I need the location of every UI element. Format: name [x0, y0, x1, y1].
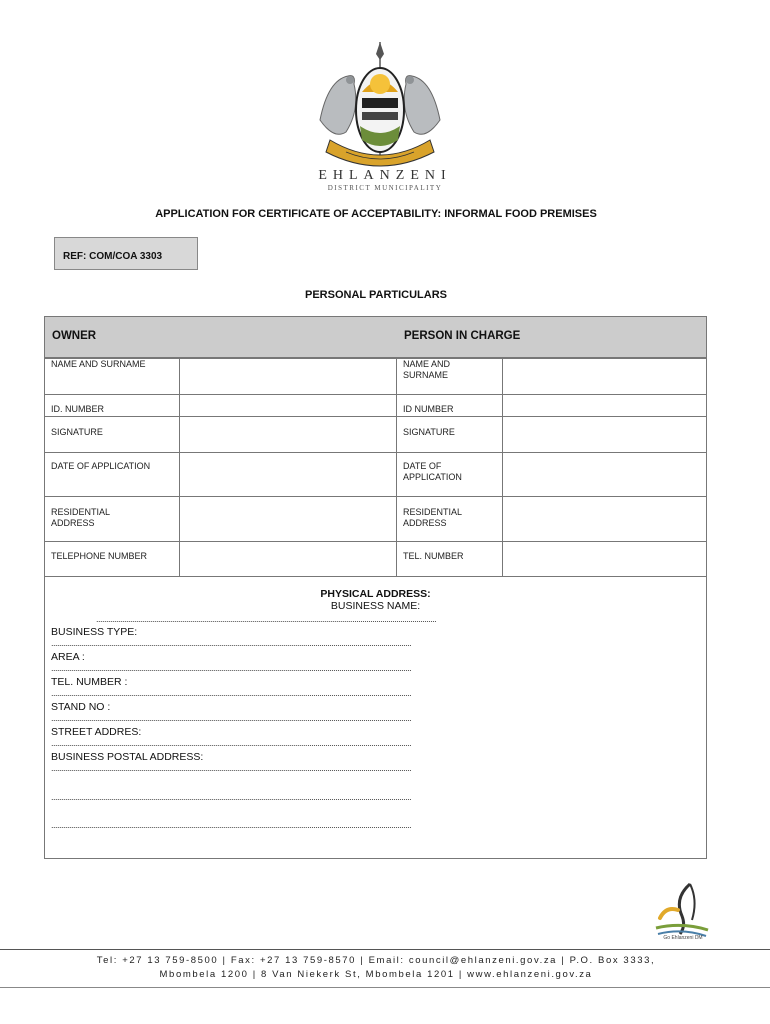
business-name-label: BUSINESS NAME:	[330, 600, 421, 612]
address-field-label: STREET ADDRES:	[51, 726, 142, 738]
address-field-label: AREA :	[51, 651, 85, 663]
physical-address-title: PHYSICAL ADDRESS:	[320, 588, 431, 600]
address-field-label: BUSINESS POSTAL ADDRESS:	[51, 751, 204, 763]
owner-input-cell[interactable]	[180, 453, 395, 496]
owner-field-label: DATE OF APPLICATION	[51, 461, 151, 471]
owner-input-cell[interactable]	[180, 359, 395, 394]
person-input-cell[interactable]	[503, 395, 706, 416]
person-field-label: TEL. NUMBER	[403, 551, 464, 561]
person-input-cell[interactable]	[503, 542, 706, 576]
owner-input-cell[interactable]	[180, 395, 395, 416]
business-name-field[interactable]: ..........................................................................................................................................................................	[96, 614, 437, 624]
footer-logo-icon	[652, 880, 712, 942]
person-input-cell[interactable]	[503, 417, 706, 452]
table-header-row	[44, 316, 707, 358]
address-field-input[interactable]: ....................................................................................................................................................................................	[51, 638, 412, 648]
person-input-cell[interactable]	[503, 497, 706, 541]
owner-field-label: SIGNATURE	[51, 427, 103, 437]
crest-logo	[300, 40, 460, 170]
postal-address-line[interactable]: ....................................................................................................................................................................................	[51, 792, 412, 802]
address-field-label: BUSINESS TYPE:	[51, 626, 138, 638]
person-field-label: DATE OF APPLICATION	[403, 461, 462, 482]
address-field-input[interactable]: ....................................................................................................................................................................................	[51, 763, 412, 773]
address-field-input[interactable]: ....................................................................................................................................................................................	[51, 688, 412, 698]
person-field-label: SIGNATURE	[403, 427, 455, 437]
row-divider	[44, 576, 707, 577]
owner-field-label: TELEPHONE NUMBER	[51, 551, 148, 561]
footer-contact-line1: Tel: +27 13 759-8500 | Fax: +27 13 759-8570 | Email: council@ehlanzeni.gov.za | P.O. Box 3333,	[96, 955, 656, 966]
person-field-label: RESIDENTIAL ADDRESS	[403, 507, 463, 528]
footer-divider	[0, 949, 770, 950]
document-title: APPLICATION FOR CERTIFICATE OF ACCEPTABILITY: INFORMAL FOOD PREMISES	[155, 208, 597, 220]
footer-logo-caption: Go Ehlanzeni DM	[663, 935, 703, 941]
person-input-cell[interactable]	[503, 453, 706, 496]
column-divider	[396, 358, 397, 576]
owner-input-cell[interactable]	[180, 497, 395, 541]
postal-address-line[interactable]: ....................................................................................................................................................................................	[51, 820, 412, 830]
person-field-label: NAME AND SURNAME	[403, 359, 451, 380]
address-field-input[interactable]: ....................................................................................................................................................................................	[51, 663, 412, 673]
org-name: EHLANZENI	[318, 168, 452, 183]
address-field-input[interactable]: ....................................................................................................................................................................................	[51, 738, 412, 748]
person-in-charge-header: PERSON IN CHARGE	[404, 330, 521, 342]
owner-input-cell[interactable]	[180, 542, 395, 576]
org-subtitle: DISTRICT MUNICIPALITY	[327, 184, 443, 192]
section-title: PERSONAL PARTICULARS	[305, 289, 447, 301]
owner-header: OWNER	[52, 330, 97, 342]
address-field-label: TEL. NUMBER :	[51, 676, 128, 688]
owner-field-label: NAME AND SURNAME	[51, 359, 146, 369]
address-field-label: STAND NO :	[51, 701, 111, 713]
reference-box: REF: COM/COA 3303	[54, 237, 198, 270]
owner-field-label: ID. NUMBER	[51, 404, 105, 414]
owner-input-cell[interactable]	[180, 417, 395, 452]
person-field-label: ID NUMBER	[403, 404, 454, 414]
footer-contact-line2: Mbombela 1200 | 8 Van Niekerk St, Mbombela 1201 | www.ehlanzeni.gov.za	[159, 969, 593, 980]
address-field-input[interactable]: ....................................................................................................................................................................................	[51, 713, 412, 723]
person-input-cell[interactable]	[503, 359, 706, 394]
footer-divider-bottom	[0, 987, 770, 988]
owner-field-label: RESIDENTIAL ADDRESS	[51, 507, 111, 528]
